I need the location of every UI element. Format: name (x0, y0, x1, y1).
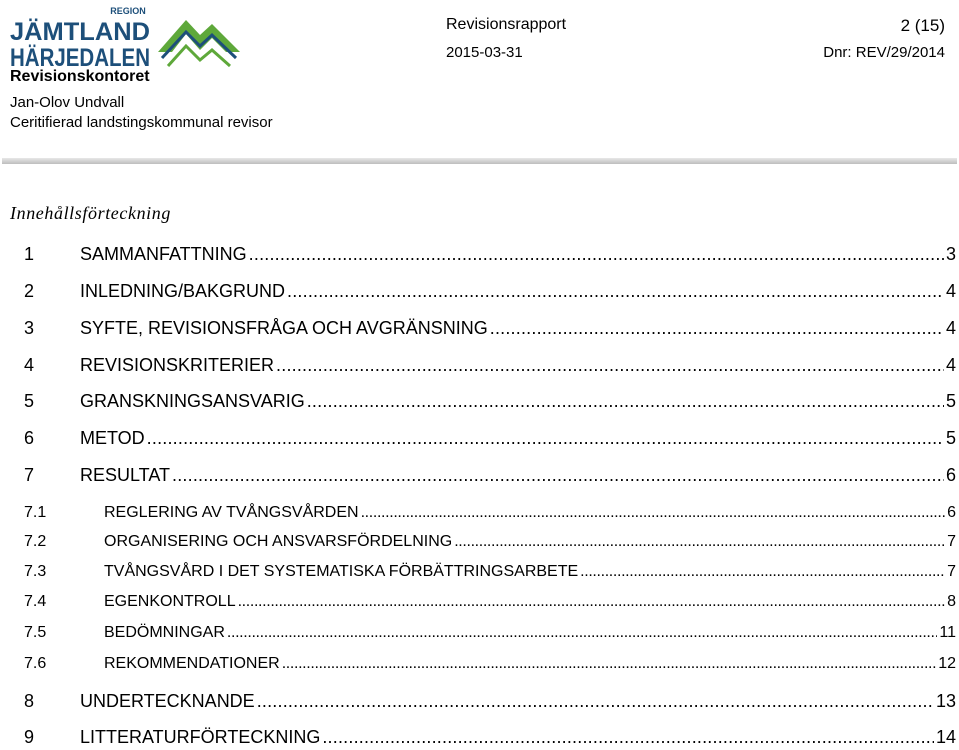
toc-entry-number: 3 (24, 318, 35, 338)
toc-entry[interactable] (24, 428, 956, 449)
toc-subentry[interactable] (24, 563, 956, 581)
region-logo (8, 4, 248, 70)
toc-subentry[interactable] (24, 624, 956, 642)
toc-entry-page: 7 (947, 533, 956, 550)
toc-entry-title: EGENKONTROLL (104, 593, 236, 610)
toc-heading: Innehållsförteckning (10, 203, 171, 223)
toc-entry-number: 7.5 (24, 624, 47, 641)
toc-entry-title: UNDERTECKNANDE (80, 691, 255, 711)
toc-entry-title: SAMMANFATTNING (80, 244, 247, 264)
toc-entry-number: 6 (24, 428, 35, 448)
toc-entry-page: 12 (938, 655, 956, 672)
toc-entry-page: 4 (945, 355, 956, 375)
toc-dot-leader (257, 691, 934, 712)
toc-dot-leader (172, 465, 944, 486)
toc-entry-title: INLEDNING/BAKGRUND (80, 281, 286, 301)
page-number: 2 (15) (900, 16, 945, 35)
toc-entry-page: 5 (945, 428, 956, 448)
document-reference: Dnr: REV/29/2014 (823, 44, 945, 61)
toc-entry-page: 4 (945, 281, 956, 301)
toc-entry-title: REVISIONSKRITERIER (80, 355, 275, 375)
toc-dot-leader (322, 727, 934, 748)
org-name: Revisionskontoret (10, 68, 150, 85)
toc-entry[interactable] (24, 281, 956, 302)
toc-entry-title: METOD (80, 428, 145, 448)
toc-dot-leader (580, 563, 945, 581)
toc-entry[interactable] (24, 355, 956, 376)
toc-subentry[interactable] (24, 533, 956, 551)
author-title: Ceritifierad landstingskommunal revisor (10, 114, 273, 131)
toc-entry-page: 6 (945, 465, 956, 485)
toc-dot-leader (282, 655, 936, 673)
document-type: Revisionsrapport (446, 16, 567, 33)
toc-entry-number: 7 (24, 465, 35, 485)
toc-entry-number: 7.4 (24, 593, 47, 610)
toc-entry-title: REKOMMENDATIONER (104, 655, 280, 672)
toc-dot-leader (287, 281, 944, 302)
toc-entry-title: GRANSKNINGSANSVARIG (80, 391, 305, 411)
toc-entry-title: SYFTE, REVISIONSFRÅGA OCH AVGRÄNSNING (80, 318, 488, 338)
toc-entry-number: 7.1 (24, 504, 47, 521)
header-divider (2, 158, 957, 164)
toc-dot-leader (227, 624, 937, 642)
toc-entry-number: 7.2 (24, 533, 47, 550)
toc-entry-number: 9 (24, 727, 35, 747)
toc-entry[interactable] (24, 727, 956, 748)
toc-dot-leader (276, 355, 944, 376)
document-date: 2015-03-31 (446, 44, 523, 61)
toc-entry-page: 7 (947, 563, 956, 580)
toc-entry-number: 4 (24, 355, 35, 375)
toc-entry-title: TVÅNGSVÅRD I DET SYSTEMATISKA FÖRBÄTTRINGSARBETE (104, 563, 579, 580)
toc-dot-leader (454, 533, 945, 551)
toc-entry-number: 5 (24, 391, 35, 411)
toc-entry-page: 8 (947, 593, 956, 610)
toc-entry-page: 6 (947, 504, 956, 521)
toc-entry-number: 8 (24, 691, 35, 711)
toc-entry-number: 2 (24, 281, 35, 301)
toc-entry-number: 1 (24, 244, 35, 264)
toc-subentry[interactable] (24, 655, 956, 673)
toc-entry-number: 7.6 (24, 655, 47, 672)
logo-name-line2: HÄRJEDALEN (10, 44, 150, 70)
toc-subentry[interactable] (24, 504, 956, 522)
toc-dot-leader (147, 428, 944, 449)
toc-entry-page: 11 (939, 624, 956, 641)
author-name: Jan-Olov Undvall (10, 94, 125, 111)
toc-entry-page: 3 (945, 244, 956, 264)
toc-entry-title: RESULTAT (80, 465, 171, 485)
toc-entry-title: BEDÖMNINGAR (104, 624, 225, 641)
logo-region-label: REGION (110, 6, 146, 16)
toc-entry-page: 5 (945, 391, 956, 411)
toc-entry[interactable] (24, 691, 956, 712)
toc-entry[interactable] (24, 244, 956, 265)
page-header (0, 0, 959, 170)
toc-entry-title: ORGANISERING OCH ANSVARSFÖRDELNING (104, 533, 453, 550)
toc-dot-leader (490, 318, 944, 339)
toc-entry[interactable] (24, 391, 956, 412)
toc-dot-leader (361, 504, 946, 522)
toc-entry-page: 13 (935, 691, 956, 711)
toc-entry-number: 7.3 (24, 563, 47, 580)
toc-entry-page: 4 (945, 318, 956, 338)
toc-entry[interactable] (24, 465, 956, 486)
toc-dot-leader (249, 244, 944, 265)
toc-entry-title: LITTERATURFÖRTECKNING (80, 727, 321, 747)
toc-dot-leader (307, 391, 944, 412)
toc-entry-title: REGLERING AV TVÅNGSVÅRDEN (104, 504, 359, 521)
mountain-icon (158, 20, 240, 66)
toc-entry[interactable] (24, 318, 956, 339)
logo-name-line1: JÄMTLAND (10, 18, 150, 46)
toc-subentry[interactable] (24, 593, 956, 611)
toc-dot-leader (238, 593, 946, 611)
toc-entry-page: 14 (935, 727, 956, 747)
